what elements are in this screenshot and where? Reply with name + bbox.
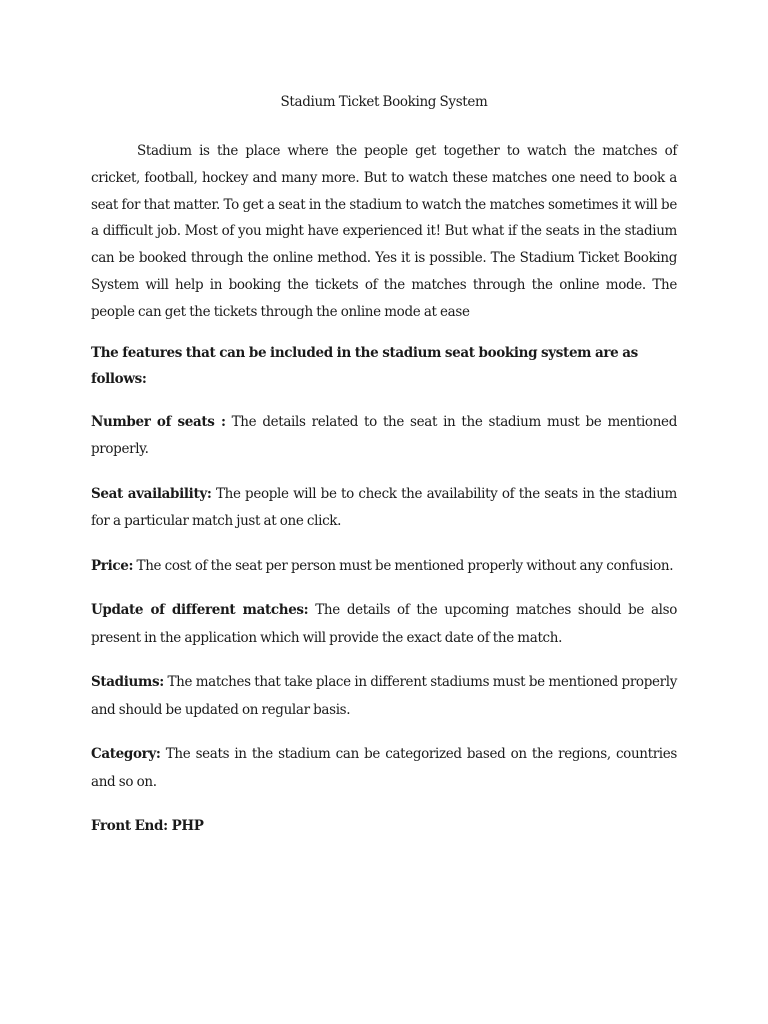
feature-stadiums xyxy=(91,669,677,724)
feature-text: The matches that take place in different stadiums must be mentioned properly and should be updated on regular basis. xyxy=(91,674,677,718)
feature-seat-availability xyxy=(91,481,677,536)
features-heading: The features that can be included in the stadium seat booking system are as follows: xyxy=(91,344,638,387)
feature-label: Stadiums: xyxy=(91,674,164,691)
feature-label: Seat availability: xyxy=(91,485,212,502)
document-page xyxy=(91,90,677,840)
feature-text: The people will be to check the availability of the seats in the stadium for a particular match just at one click. xyxy=(91,485,678,530)
document-title: Stadium Ticket Booking System xyxy=(280,94,488,110)
feature-text: The details of the upcoming matches should be also present in the application which will provide the exact date of the match. xyxy=(91,602,678,646)
feature-update-of-matches xyxy=(91,597,677,652)
feature-category xyxy=(91,741,677,796)
feature-label: Update of different matches: xyxy=(91,602,309,619)
feature-text: The cost of the seat per person must be mentioned properly without any confusion. xyxy=(133,557,674,574)
feature-text: The seats in the stadium can be categorized based on the regions, countries and so on. xyxy=(91,746,677,790)
front-end-line: Front End: PHP xyxy=(91,818,204,835)
feature-label: Number of seats : xyxy=(91,413,226,430)
feature-label: Category: xyxy=(91,746,161,763)
feature-label: Price: xyxy=(91,557,134,574)
feature-number-of-seats xyxy=(91,409,677,464)
feature-text: The details related to the seat in the stadium must be mentioned properly. xyxy=(91,413,677,458)
intro-paragraph: Stadium is the place where the people get together to watch the matches of cricket, football, hockey and many more. But to watch these matches one need to book a seat for that matter. To get a seat in the stadium to watch the matches sometimes it will be a difficult job. Most of you might have experienced it! But what if the seats in the stadium can be booked through the online method. Yes it is possible. The Stadium Ticket Booking System will help in booking the tickets of the matches through the online mode. The people can get the tickets through the online mode at ease xyxy=(91,143,677,320)
feature-price xyxy=(91,553,677,581)
